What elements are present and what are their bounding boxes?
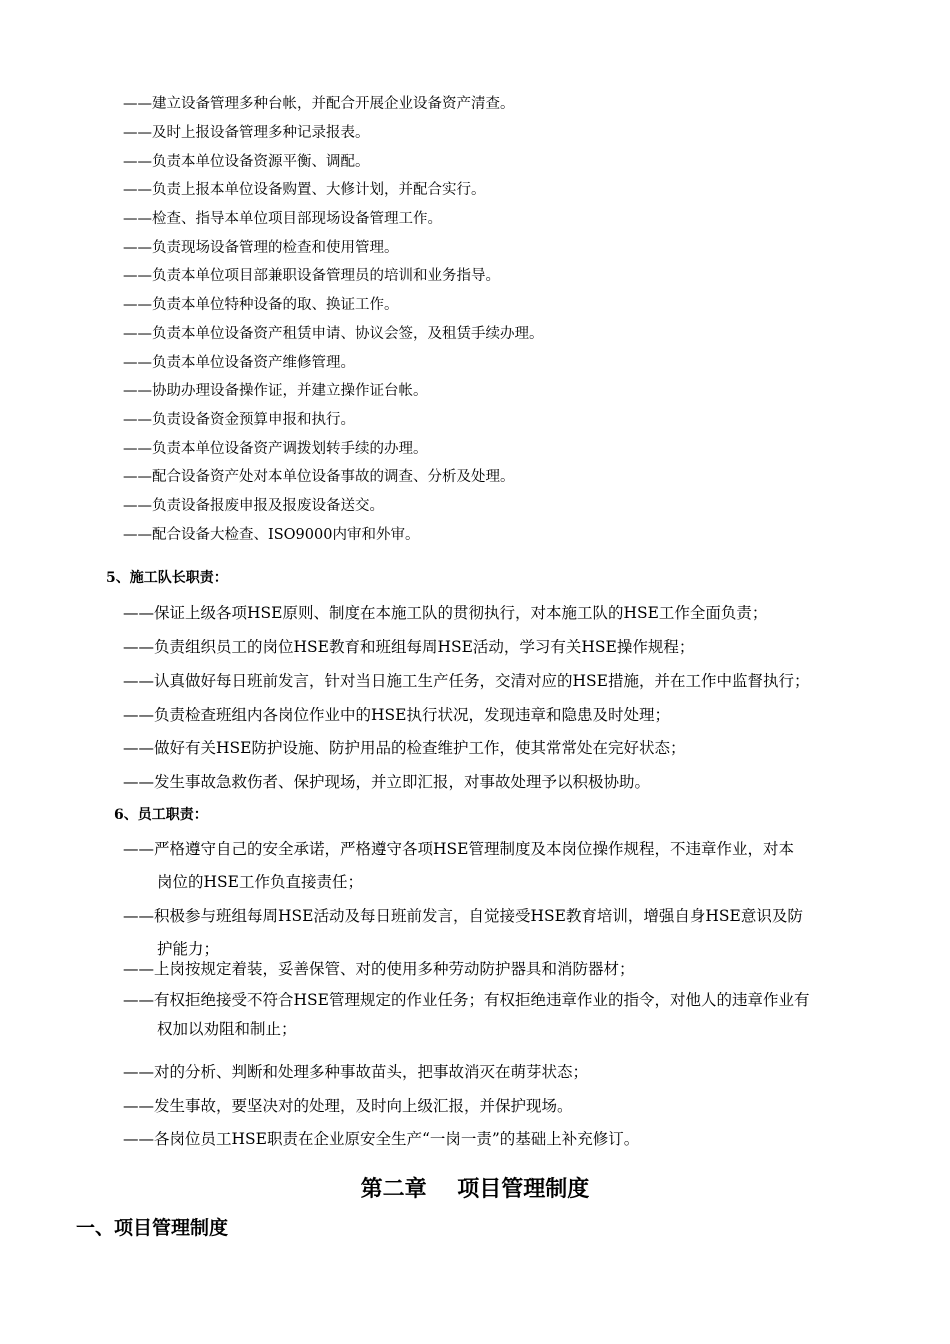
duty-line: ——各岗位员工HSE职责在企业原安全生产“一岗一责”的基础上补充修订。 <box>123 1130 640 1148</box>
duty-line: ——负责本单位特种设备的取、换证工作。 <box>123 297 399 313</box>
duty-line: ——做好有关HSE防护设施、防护用品的检查维护工作，使其常常处在完好状态； <box>123 739 686 757</box>
duty-line: ——配合设备资产处对本单位设备事故的调查、分析及处理。 <box>123 469 515 485</box>
duty-line: ——负责本单位设备资产维修管理。 <box>123 355 355 371</box>
duty-line: ——积极参与班组每周HSE活动及每日班前发言，自觉接受HSE教育培训，增强自身HSE意识及防 <box>123 907 803 925</box>
section-title: 一、项目管理制度 <box>76 1217 229 1239</box>
duty-line: ——负责上报本单位设备购置、大修计划，并配合实行。 <box>123 182 486 198</box>
duty-line: ——协助办理设备操作证，并建立操作证台帐。 <box>123 383 428 399</box>
duty-line: ——保证上级各项HSE原则、制度在本施工队的贯彻执行，对本施工队的HSE工作全面负责； <box>123 604 768 622</box>
duty-line: ——发生事故，要坚决对的处理，及时向上级汇报，并保护现场。 <box>123 1097 573 1115</box>
section-heading-team-leader: 5、施工队长职责： <box>106 570 228 586</box>
duty-line: ——建立设备管理多种台帐，并配合开展企业设备资产清查。 <box>123 96 515 112</box>
chapter-title: 第二章 项目管理制度 <box>360 1176 590 1202</box>
duty-line: ——严格遵守自己的安全承诺，严格遵守各项HSE管理制度及本岗位操作规程，不违章作业，对本 <box>123 840 794 858</box>
duty-line: ——上岗按规定着装，妥善保管、对的使用多种劳动防护器具和消防器材； <box>123 960 635 978</box>
duty-line-continued: 权加以劝阻和制止； <box>157 1020 297 1038</box>
duty-line: ——负责组织员工的岗位HSE教育和班组每周HSE活动，学习有关HSE操作规程； <box>123 638 695 656</box>
duty-line: ——负责设备报废申报及报废设备送交。 <box>123 498 384 514</box>
duty-line-continued: 岗位的HSE工作负直接责任； <box>157 873 363 891</box>
duty-line: ——认真做好每日班前发言，针对当日施工生产任务，交清对应的HSE措施，并在工作中监督执行； <box>123 672 810 690</box>
duty-line: ——发生事故急救伤者、保护现场，并立即汇报，对事故处理予以积极协助。 <box>123 773 651 791</box>
duty-line: ——负责现场设备管理的检查和使用管理。 <box>123 240 399 256</box>
duty-line: ——负责本单位设备资产调拨划转手续的办理。 <box>123 441 428 457</box>
duty-line: ——负责本单位设备资源平衡、调配。 <box>123 154 370 170</box>
duty-line: ——检查、指导本单位项目部现场设备管理工作。 <box>123 211 442 227</box>
duty-line: ——配合设备大检查、ISO9000内审和外审。 <box>123 527 420 543</box>
duty-line: ——负责设备资金预算申报和执行。 <box>123 412 355 428</box>
duty-line-continued: 护能力； <box>157 940 220 958</box>
duty-line: ——有权拒绝接受不符合HSE管理规定的作业任务；有权拒绝违章作业的指令，对他人的违章作业有 <box>123 991 810 1009</box>
duty-line: ——及时上报设备管理多种记录报表。 <box>123 125 370 141</box>
section-heading-employee: 6、员工职责： <box>114 807 208 823</box>
duty-line: ——负责本单位项目部兼职设备管理员的培训和业务指导。 <box>123 268 500 284</box>
duty-line: ——负责检查班组内各岗位作业中的HSE执行状况，发现违章和隐患及时处理； <box>123 706 670 724</box>
duty-line: ——对的分析、判断和处理多种事故苗头，把事故消灭在萌芽状态； <box>123 1063 589 1081</box>
duty-line: ——负责本单位设备资产租赁申请、协议会签，及租赁手续办理。 <box>123 326 544 342</box>
